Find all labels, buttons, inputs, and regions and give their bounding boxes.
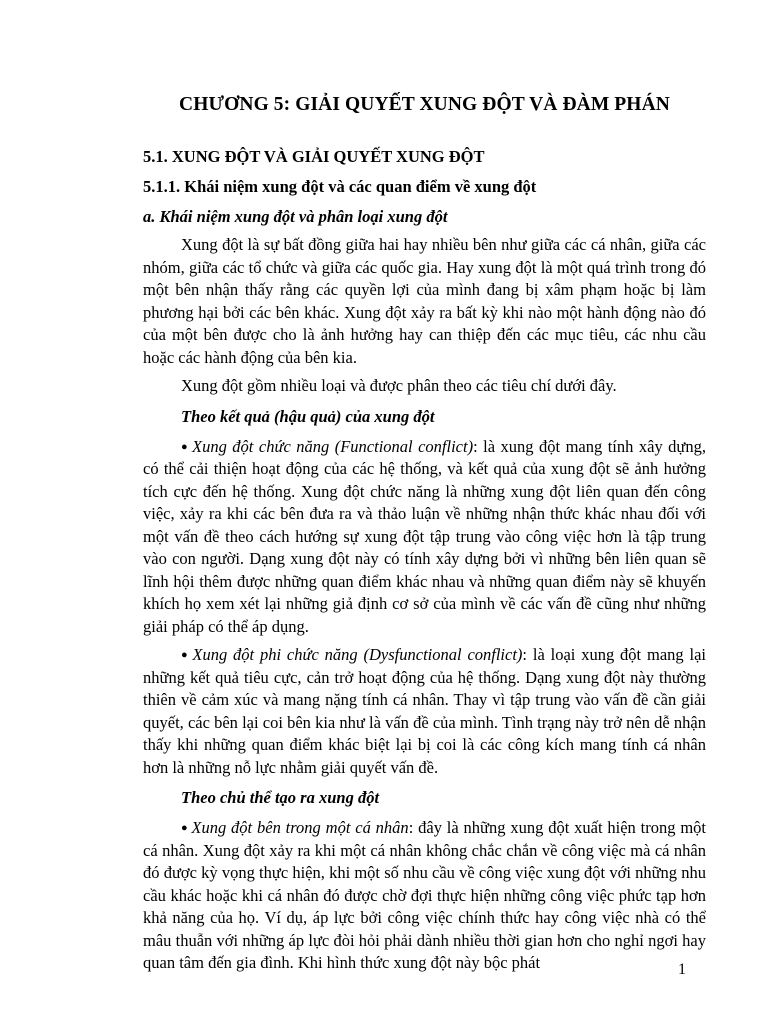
bullet-term: Xung đột chức năng (Functional conflict) <box>192 436 474 456</box>
bullet-icon: ● <box>181 822 189 834</box>
paragraph-types: Xung đột gồm nhiều loại và được phân theo các tiêu chí dưới đây. <box>181 376 617 395</box>
page-number: 1 <box>678 961 686 978</box>
chapter-title: CHƯƠNG 5: GIẢI QUYẾT XUNG ĐỘT VÀ ĐÀM PHÁN <box>179 94 670 115</box>
bullet-text: : là loại xung đột mang lại những kết quả tiêu cực, cản trở hoạt động của hệ thống. Dạng xung đột này thường thiên về cảm xúc và mang nặng tính cá nhân. Thay vì tập trung vào vấn đề cần giải quyết, các bên lại coi bên kia như là vấn đề của mình. Tình trạng này trở nên dễ nhận thấy khi những quan điểm khác biệt lại bị coi là các công kích mang tính cá nhân hơn là những nỗ lực nhằm giải quyết vấn đề. <box>143 645 706 777</box>
bullet-icon: ● <box>181 649 190 661</box>
paragraph-definition: Xung đột là sự bất đồng giữa hai hay nhiều bên như giữa các cá nhân, giữa các nhóm, giữa các tổ chức và giữa các quốc gia. Hay xung đột là một quá trình trong đó một bên nhận thấy rằng các quyền lợi của mình đang bị xâm phạm hoặc bị làm phương hại bởi các bên khác. Xung đột xảy ra bất kỳ khi nào một hành động nào đó của một bên được cho là ảnh hưởng hay can thiệp đến các mục tiêu, các nhu cầu hoặc các hành động của bên kia. <box>143 235 706 367</box>
section-heading-5-1: 5.1. XUNG ĐỘT VÀ GIẢI QUYẾT XUNG ĐỘT <box>143 147 485 166</box>
bullet-functional-conflict <box>143 436 706 639</box>
bullet-term: Xung đột phi chức năng (Dysfunctional conflict) <box>192 645 523 664</box>
heading-by-subject: Theo chủ thể tạo ra xung đột <box>181 788 380 807</box>
section-heading-5-1-1: 5.1.1. Khái niệm xung đột và các quan điểm về xung đột <box>143 177 537 196</box>
bullet-term: Xung đột bên trong một cá nhân <box>191 818 409 837</box>
subsection-heading-a: a. Khái niệm xung đột và phân loại xung đột <box>143 207 448 226</box>
bullet-text: : đây là những xung đột xuất hiện trong một cá nhân. Xung đột xảy ra khi một cá nhân không chắc chắn về công việc mà cá nhân đó được kỳ vọng thực hiện, khi một số nhu cầu về công việc xung đột với những nhu cầu khác hoặc khi cá nhân đó được chờ đợi thực hiện những công việc phức tạp hơn khả năng của họ. Ví dụ, áp lực bởi công việc chính thức hay công việc nhà có thể mâu thuẫn với những áp lực đòi hỏi phải dành nhiều thời gian hơn cho nghỉ ngơi hay quan tâm đến gia đình. Khi hình thức xung đột này bộc phát <box>143 818 706 972</box>
bullet-icon: ● <box>181 440 189 453</box>
bullet-dysfunctional-conflict <box>143 644 706 779</box>
bullet-individual-conflict <box>143 817 706 975</box>
bullet-text: : là xung đột mang tính xây dựng, có thể cải thiện hoạt động của các hệ thống, và kết quả của xung đột sẽ ảnh hưởng tích cực đến hệ thống. Xung đột chức năng là những xung đột liên quan đến công việc, xảy ra khi các bên đưa ra và thảo luận về những nhận thức khác nhau đối với một vấn đề theo cách hướng sự xung đột tập trung vào công việc hơn là tập trung vào con người. Dạng xung đột này có tính xây dựng bởi vì những bên liên quan sẽ lĩnh hội thêm được những quan điểm khác nhau và những quan điểm này sẽ khuyến khích họ xem xét lại những giả định cơ sở của mình về các vấn đề cũng như những giải pháp có thể áp dụng. <box>143 436 706 636</box>
heading-by-result: Theo kết quả (hậu quả) của xung đột <box>181 406 435 426</box>
